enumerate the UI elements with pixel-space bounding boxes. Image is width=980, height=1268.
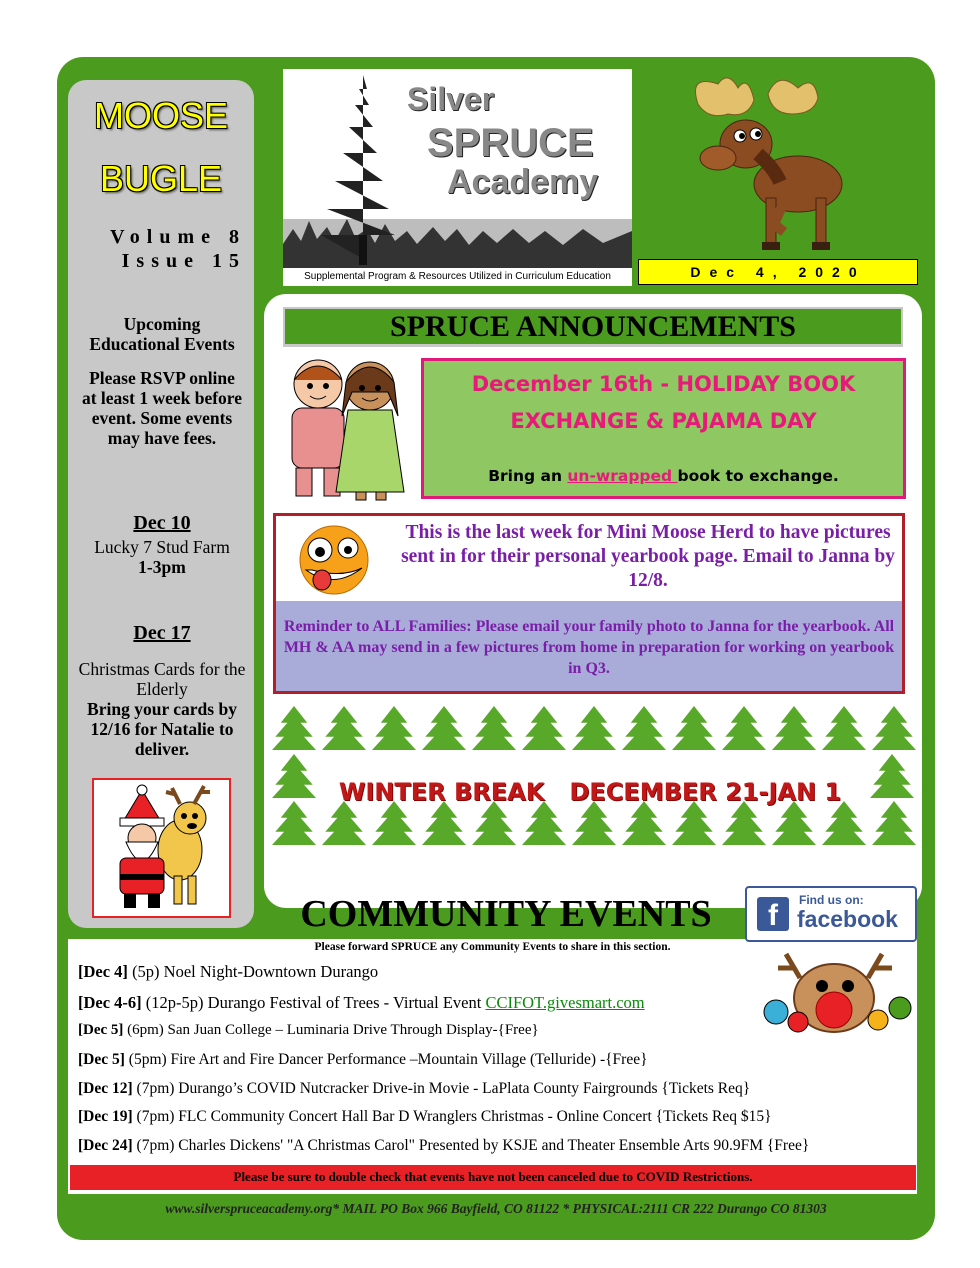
logo-tagline: Supplemental Program & Resources Utilized in Curriculum Education bbox=[283, 268, 632, 286]
masthead-title-line2: BUGLE bbox=[99, 158, 223, 199]
christmas-tree-icon bbox=[372, 801, 416, 845]
christmas-tree-icon bbox=[522, 706, 566, 750]
christmas-tree-icon bbox=[822, 706, 866, 750]
kids-pajamas-image bbox=[278, 352, 412, 504]
sidebar-event-title: Christmas Cards for the Elderly bbox=[78, 659, 246, 699]
footer-address: www.silverspruceacademy.org* MAIL PO Box 966 Bayfield, CO 81122 * PHYSICAL:2111 CR 222 Durango CO 81303 bbox=[165, 1201, 827, 1216]
christmas-tree-icon bbox=[772, 801, 816, 845]
event-date: [Dec 5] bbox=[78, 1051, 125, 1068]
christmas-tree-icon bbox=[672, 801, 716, 845]
community-event-row bbox=[78, 993, 645, 1013]
facebook-brand-label: facebook bbox=[797, 906, 898, 932]
event-link[interactable]: CCIFOT.givesmart.com bbox=[485, 993, 645, 1012]
sidebar-event-detail: Bring your cards by 12/16 for Natalie to deliver. bbox=[87, 699, 237, 759]
school-logo bbox=[283, 69, 632, 286]
christmas-tree-icon bbox=[522, 801, 566, 845]
family-photo-reminder: Reminder to ALL Families: Please email your family photo to Janna for the yearbook. All MH & AA may send in a few pictures from home in preparation for working on yearbook in Q3. bbox=[283, 618, 895, 677]
holiday-line2: EXCHANGE & PAJAMA DAY bbox=[510, 409, 817, 433]
masthead-title-line1: MOOSE bbox=[93, 95, 228, 136]
sidebar-heading: Upcoming Educational Events bbox=[89, 314, 235, 354]
christmas-tree-icon bbox=[722, 706, 766, 750]
yearbook-notice: This is the last week for Mini Moose Herd to have pictures sent in for their personal yearbook page. Email to Janna by 12/8. bbox=[401, 522, 895, 591]
community-event-row bbox=[78, 1051, 648, 1069]
christmas-tree-icon bbox=[422, 706, 466, 750]
christmas-tree-icon bbox=[672, 706, 716, 750]
event-text: (7pm) FLC Community Concert Hall Bar D Wranglers Christmas - Online Concert {Tickets Req $15} bbox=[132, 1108, 772, 1125]
sidebar-event-detail: 1-3pm bbox=[138, 557, 186, 577]
facebook-icon: f bbox=[757, 897, 789, 931]
silly-face-icon bbox=[282, 520, 392, 598]
logo-line3: Academy bbox=[447, 163, 599, 201]
event-date: [Dec 5] bbox=[78, 1022, 124, 1038]
community-event-row bbox=[78, 1108, 772, 1126]
event-date: [Dec 4] bbox=[78, 962, 128, 981]
event-text: (5p) Noel Night-Downtown Durango bbox=[127, 962, 379, 981]
sidebar-event-date: Dec 10 bbox=[133, 512, 191, 534]
event-text: (7pm) Durango’s COVID Nutcracker Drive-in Movie - LaPlata County Fairgrounds {Tickets Req} bbox=[132, 1080, 751, 1097]
facebook-badge[interactable] bbox=[745, 886, 917, 942]
holiday-note bbox=[424, 467, 903, 485]
holiday-note-emphasis: un-wrapped bbox=[567, 467, 678, 485]
sidebar-event-date: Dec 17 bbox=[133, 622, 191, 644]
christmas-tree-icon bbox=[872, 706, 916, 750]
community-event-row bbox=[78, 962, 378, 982]
event-text: (5pm) Fire Art and Fire Dancer Performance –Mountain Village (Telluride) -{Free} bbox=[124, 1051, 648, 1068]
christmas-tree-icon bbox=[622, 801, 666, 845]
event-text: (12p-5p) Durango Festival of Trees - Virtual Event bbox=[141, 993, 486, 1012]
event-text: (6pm) San Juan College – Luminaria Drive Through Display-{Free} bbox=[123, 1022, 539, 1038]
logo-line1: Silver bbox=[407, 81, 495, 117]
event-date: [Dec 24] bbox=[78, 1137, 133, 1154]
event-date: [Dec 19] bbox=[78, 1108, 133, 1125]
holiday-note-post: book to exchange. bbox=[677, 467, 839, 485]
moose-mascot-image bbox=[688, 74, 858, 256]
christmas-tree-icon bbox=[822, 801, 866, 845]
christmas-tree-icon bbox=[572, 801, 616, 845]
christmas-tree-icon bbox=[622, 706, 666, 750]
holiday-line1: December 16th - HOLIDAY BOOK bbox=[471, 372, 856, 396]
volume-label: Volume 8 bbox=[110, 226, 246, 248]
winter-break-banner: WINTER BREAK DECEMBER 21-JAN 1 bbox=[338, 778, 842, 806]
issue-date: Dec 4, 2020 bbox=[638, 259, 918, 285]
event-date: [Dec 4-6] bbox=[78, 993, 142, 1012]
christmas-tree-icon bbox=[322, 801, 366, 845]
community-events-title: COMMUNITY EVENTS bbox=[300, 893, 712, 935]
christmas-tree-icon bbox=[322, 706, 366, 750]
community-event-row bbox=[78, 1137, 809, 1155]
christmas-tree-icon bbox=[572, 706, 616, 750]
christmas-tree-border bbox=[264, 700, 922, 850]
community-event-row bbox=[78, 1022, 539, 1039]
christmas-tree-icon bbox=[472, 706, 516, 750]
christmas-tree-icon bbox=[272, 706, 316, 750]
event-date: [Dec 12] bbox=[78, 1080, 133, 1097]
christmas-tree-icon bbox=[772, 706, 816, 750]
christmas-tree-icon bbox=[422, 801, 466, 845]
christmas-tree-icon bbox=[872, 801, 916, 845]
christmas-tree-icon bbox=[472, 801, 516, 845]
covid-warning-text: Please be sure to double check that events have not been canceled due to COVID Restrictions. bbox=[233, 1169, 753, 1184]
reindeer-ornament-image bbox=[750, 948, 918, 1040]
santa-reindeer-image bbox=[92, 778, 231, 918]
facebook-find-label: Find us on: bbox=[799, 893, 864, 907]
christmas-tree-icon bbox=[372, 706, 416, 750]
christmas-tree-icon bbox=[722, 801, 766, 845]
forward-events-note: Please forward SPRUCE any Community Events to share in this section. bbox=[314, 941, 671, 953]
christmas-tree-icon bbox=[272, 801, 316, 845]
rsvp-note: Please RSVP online at least 1 week before event. Some events may have fees. bbox=[81, 368, 243, 448]
event-text: (7pm) Charles Dickens' "A Christmas Carol" Presented by KSJE and Theater Ensemble Arts 90.9FM {Free} bbox=[132, 1137, 810, 1154]
announcements-title: SPRUCE ANNOUNCEMENTS bbox=[390, 310, 796, 343]
holiday-note-pre: Bring an bbox=[488, 467, 568, 485]
issue-label: Issue 15 bbox=[121, 250, 246, 272]
sidebar-event-title: Lucky 7 Stud Farm bbox=[94, 537, 230, 557]
community-event-row bbox=[78, 1080, 750, 1098]
logo-line2: SPRUCE bbox=[427, 121, 594, 165]
